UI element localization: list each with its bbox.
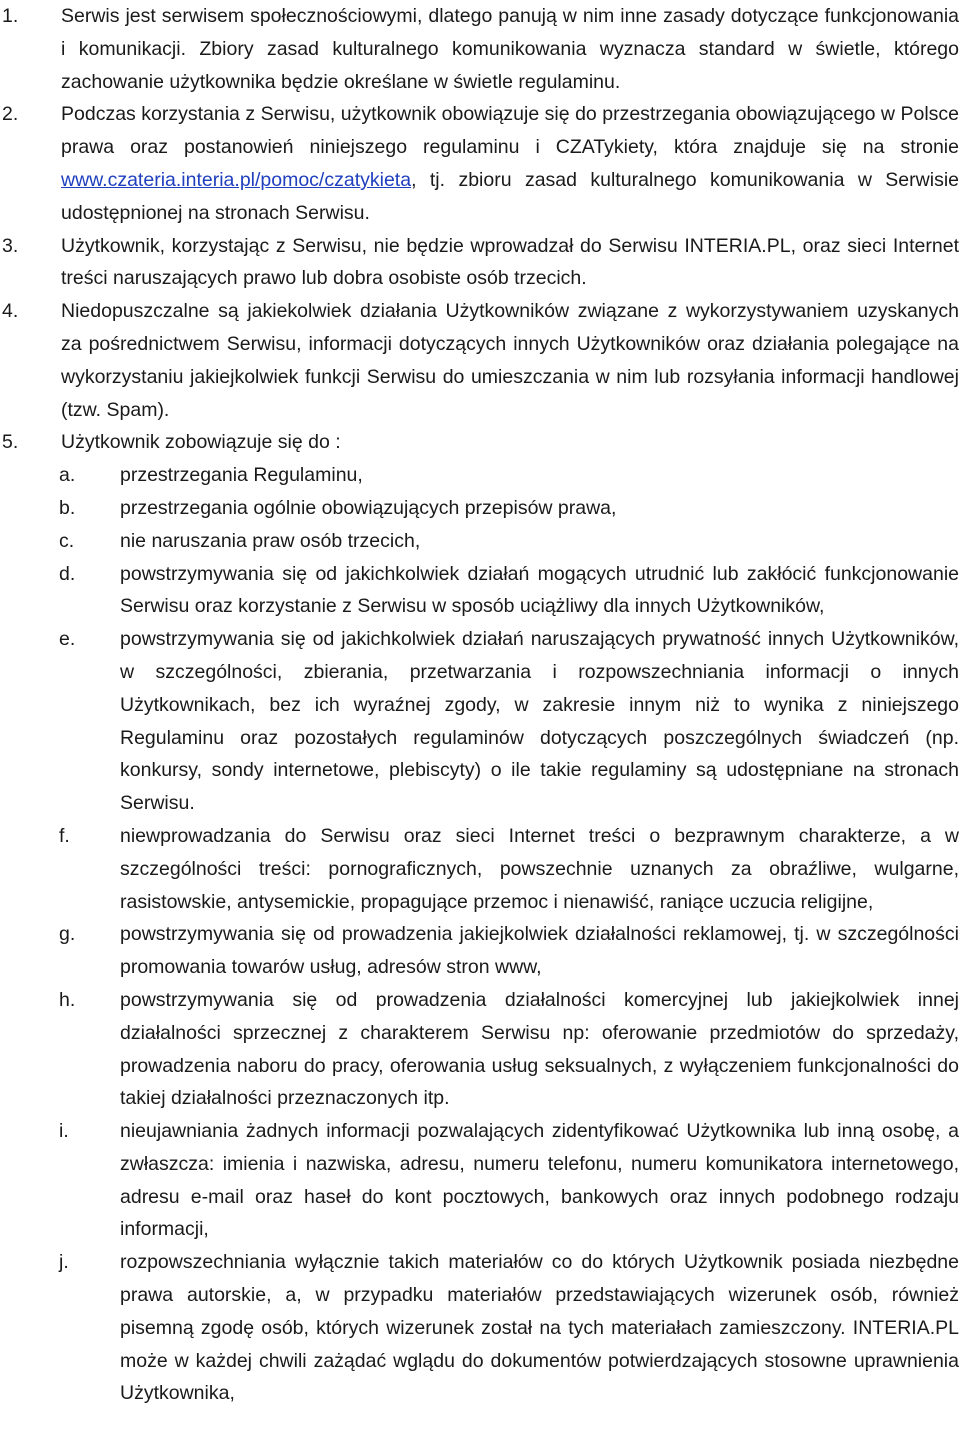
item-text-before-link: Podczas korzystania z Serwisu, użytkownik obowiązuje się do przestrzegania obowiązującego w Polsce prawa oraz postanowień niniejszego regulaminu i CZATykiety, która znajduje się na stronie: [61, 103, 959, 159]
subitem-d: [59, 558, 960, 624]
subitem-letter: i.: [59, 1120, 69, 1143]
subitem-i: [59, 1115, 960, 1246]
item-number: 3.: [2, 234, 19, 257]
item-number: 5.: [2, 431, 19, 454]
subitem-letter: c.: [59, 529, 75, 552]
item-number: 1.: [2, 5, 19, 27]
subitem-e: [59, 623, 960, 820]
subitem-text: nie naruszania praw osób trzecich,: [120, 529, 421, 552]
regulation-item-4: [0, 295, 960, 426]
subitem-text: rozpowszechniania wyłącznie takich materiałów co do których Użytkownik posiada niezbędne prawa autorskie, a, w przypadku materiałów przedstawiających wizerunek osób, również pisemną zgodę osób, których wizerunek został na tych materiałach zamieszczony. INTERIA.PL może w każdej chwili zażądać wglądu do dokumentów potwierdzających stosowne uprawnienia Użytkownika,: [120, 1251, 959, 1405]
subitem-text: powstrzymywania się od jakichkolwiek działań naruszających prywatność innych Użytkowników, w szczególności, zbierania, przetwarzania i rozpowszechniania informacji o innych Użytkownikach, bez ich wyraźnej zgody, w zakresie innym niż to wynika z niniejszego Regulaminu oraz pozostałych regulaminów dotyczących poszczególnych świadczeń (np. konkursy, sondy internetowe, plebiscyty) o ile takie regulaminy są udostępniane na stronach Serwisu.: [120, 628, 959, 815]
subitem-letter: e.: [59, 628, 76, 651]
subitem-letter: j.: [59, 1251, 69, 1274]
subitem-text: powstrzymywania się od prowadzenia jakiejkolwiek działalności reklamowej, tj. w szczególności promowania towarów usług, adresów stron www,: [120, 923, 959, 979]
item-number: 2.: [2, 103, 19, 126]
regulation-item-3: [0, 230, 960, 296]
subitem-text: przestrzegania Regulaminu,: [120, 464, 363, 487]
subitem-g: [59, 918, 960, 984]
regulation-item-5: [0, 426, 960, 459]
item-text-after-link: , tj. zbioru zasad kulturalnego komunikowania w Serwisie udostępnionej na stronach Serwisu.: [61, 168, 959, 224]
subitem-c: [59, 525, 960, 558]
subitem-letter: g.: [59, 923, 76, 946]
subitem-text: nieujawniania żadnych informacji pozwalających zidentyfikować Użytkownika lub inną osobę, a zwłaszcza: imienia i nazwiska, adresu, numeru telefonu, numeru komunikatora internetowego, adresu e-mail oraz haseł do kont pocztowych, bankowych oraz innych podobnego rodzaju informacji,: [120, 1120, 959, 1241]
subitem-f: [59, 820, 960, 918]
subitem-letter: f.: [59, 824, 70, 847]
subitem-b: [59, 492, 960, 525]
item-number: 4.: [2, 300, 19, 323]
subitem-j: [59, 1246, 960, 1410]
subitem-a: [59, 459, 960, 492]
item-text: Serwis jest serwisem społecznościowymi, dlatego panują w nim inne zasady dotyczące funkcjonowania i komunikacji. Zbiory zasad kulturalnego komunikowania wyznacza standard w świetle, którego zachowanie użytkownika będzie określane w świetle regulaminu.: [61, 5, 959, 93]
subitem-text: niewprowadzania do Serwisu oraz sieci Internet treści o bezprawnym charakterze, a w szczególności treści: pornograficznych, powszechnie uznanych za obraźliwe, wulgarne, rasistowskie, antysemickie, propagujące przemoc i nienawiść, raniące uczucia religijne,: [120, 824, 959, 913]
subitem-letter: h.: [59, 988, 76, 1011]
subitem-letter: a.: [59, 464, 76, 487]
item-text: Niedopuszczalne są jakiekolwiek działania Użytkowników związane z wykorzystywaniem uzyskanych za pośrednictwem Serwisu, informacji dotyczących innych Użytkowników oraz działania polegające na wykorzystaniu jakiejkolwiek funkcji Serwisu do umieszczania w nim lub rozsyłania informacji handlowej (tzw. Spam).: [61, 300, 959, 421]
czatykieta-link[interactable]: www.czateria.interia.pl/pomoc/czatykieta: [61, 168, 412, 191]
subitem-letter: b.: [59, 496, 76, 519]
subitem-h: [59, 984, 960, 1115]
regulation-item-2: [0, 98, 960, 229]
item-text: Użytkownik zobowiązuje się do :: [61, 431, 341, 454]
item-text: Użytkownik, korzystając z Serwisu, nie będzie wprowadzał do Serwisu INTERIA.PL, oraz sieci Internet treści naruszających prawo lub dobra osobiste osób trzecich.: [61, 234, 959, 290]
item-text: [61, 98, 959, 229]
subitem-letter: d.: [59, 562, 76, 585]
subitem-text: powstrzymywania się od jakichkolwiek działań mogących utrudnić lub zakłócić funkcjonowanie Serwisu oraz korzystanie z Serwisu w sposób uciążliwy dla innych Użytkowników,: [120, 562, 959, 618]
subitem-text: powstrzymywania się od prowadzenia działalności komercyjnej lub jakiejkolwiek innej działalności sprzecznej z charakterem Serwisu np: oferowanie przedmiotów do sprzedaży, prowadzenia naboru do pracy, oferowania usług seksualnych, z wyłączeniem funkcjonalności do takiej działalności przeznaczonych itp.: [120, 988, 959, 1110]
regulation-item-1: [0, 0, 960, 98]
subitem-text: przestrzegania ogólnie obowiązujących przepisów prawa,: [120, 496, 617, 519]
